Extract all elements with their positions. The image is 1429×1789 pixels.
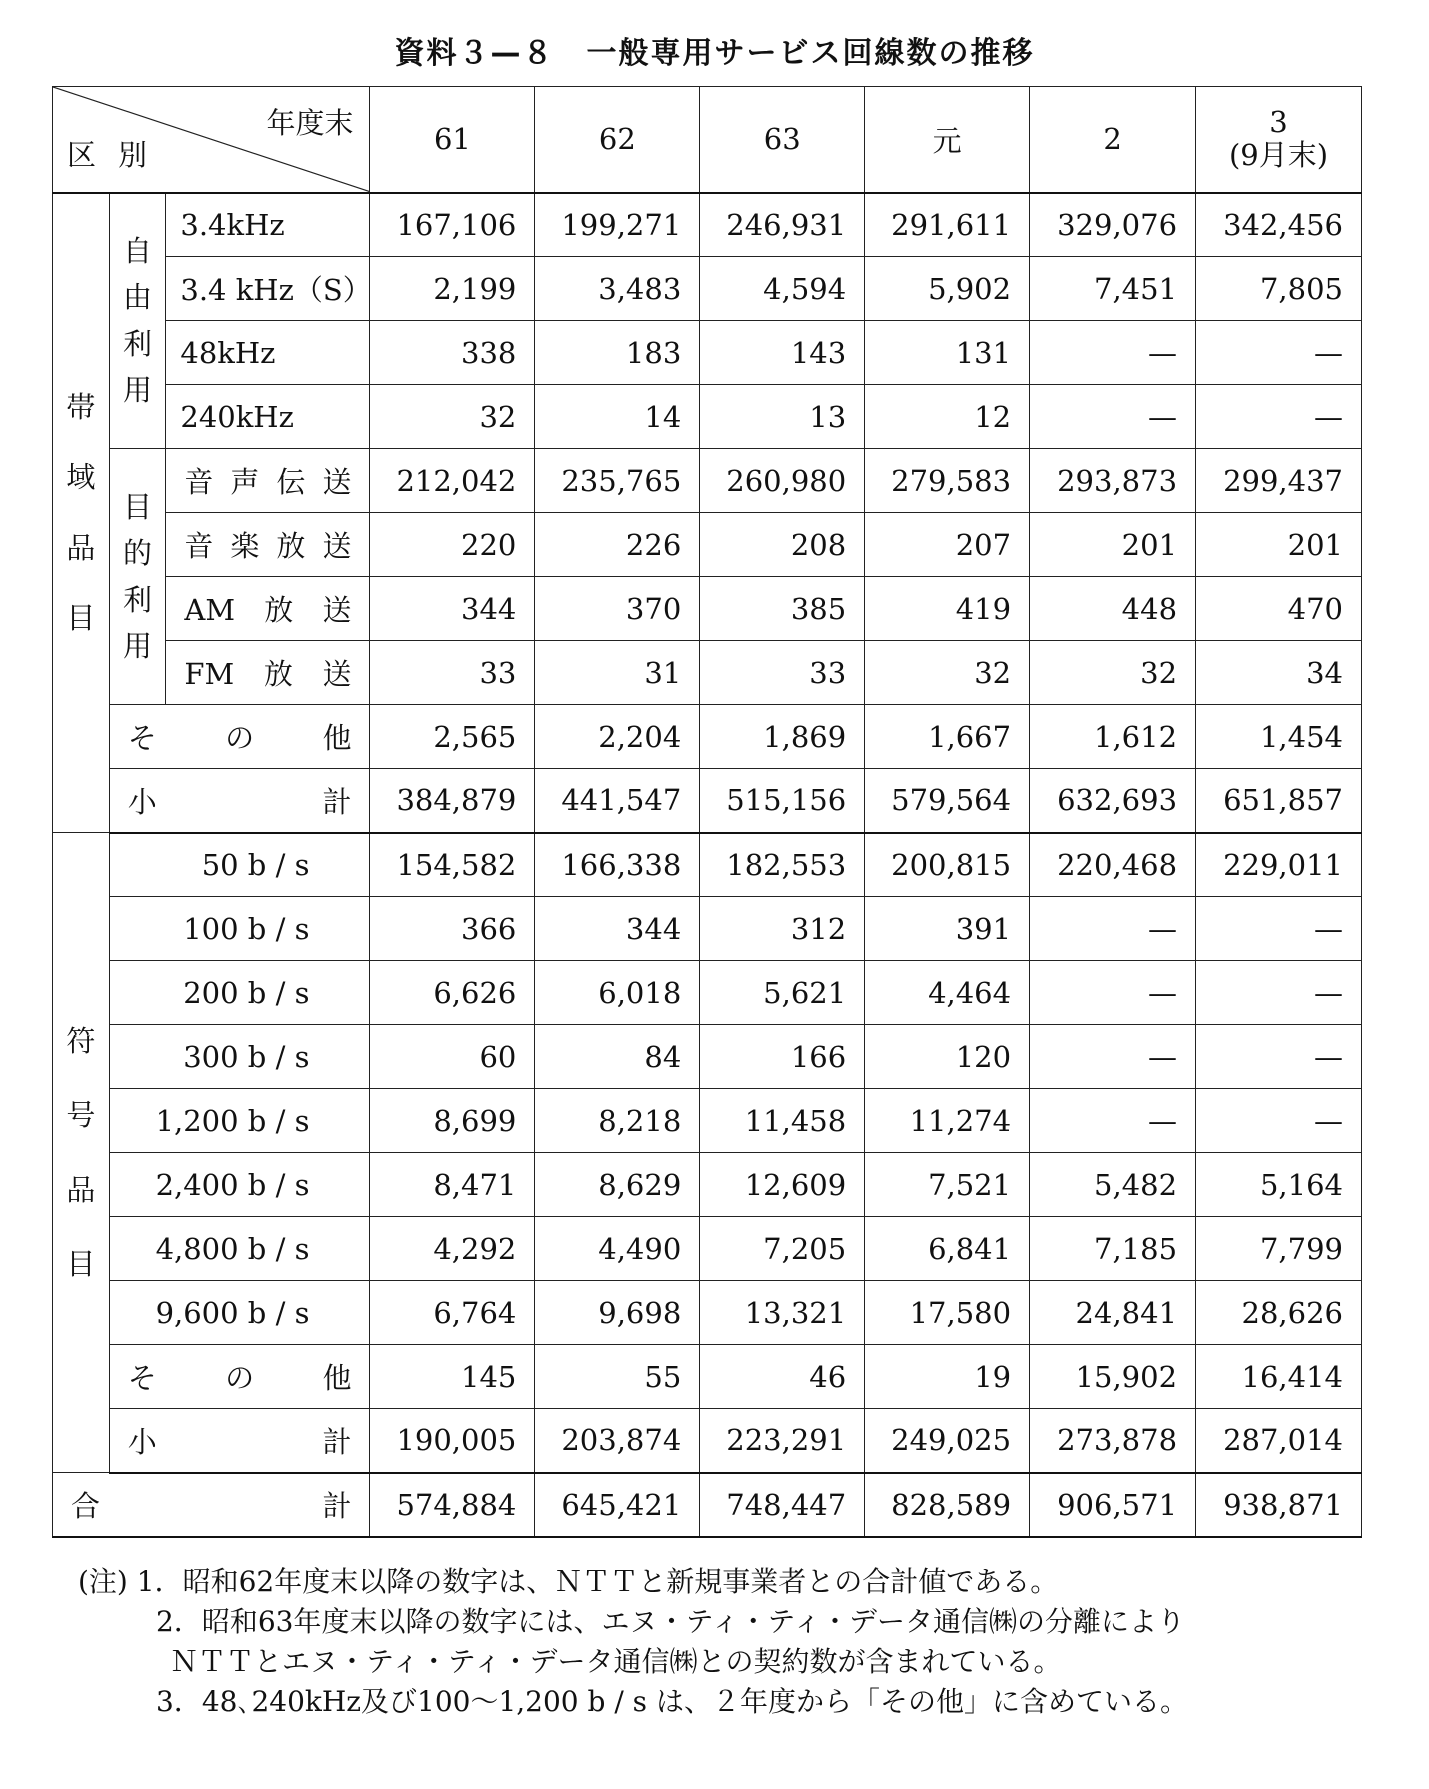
row-label: FM放送 xyxy=(166,641,370,705)
cell: 4,464 xyxy=(865,961,1030,1025)
year-header-last-bottom: (9月末) xyxy=(1228,138,1329,173)
cell: 199,271 xyxy=(535,193,700,257)
cell: 24,841 xyxy=(1030,1281,1196,1345)
cell: 748,447 xyxy=(700,1473,865,1537)
cell: — xyxy=(1030,1089,1196,1153)
cell: 5,902 xyxy=(865,257,1030,321)
footnotes xyxy=(78,1562,1378,1722)
cell: 212,042 xyxy=(370,449,535,513)
table-row xyxy=(53,1153,1362,1217)
page-title: 資料３—８ 一般専用サービス回線数の推移 xyxy=(394,36,1035,71)
year-header: 2 xyxy=(1030,87,1196,193)
cell: 938,871 xyxy=(1196,1473,1362,1537)
cell: 229,011 xyxy=(1196,833,1362,897)
footnote: ＮＴＴとエヌ・ティ・ティ・データ通信㈱との契約数が含まれている。 xyxy=(170,1645,1062,1678)
cell: 46 xyxy=(700,1345,865,1409)
table-row xyxy=(53,321,1362,385)
cell: 32 xyxy=(1030,641,1196,705)
cell: 13,321 xyxy=(700,1281,865,1345)
cell: 448 xyxy=(1030,577,1196,641)
cell: 154,582 xyxy=(370,833,535,897)
table-row xyxy=(53,193,1362,257)
row-label: 音声伝送 xyxy=(166,449,370,513)
row-label: 3.4 kHz（S） xyxy=(166,257,370,321)
cell: 579,564 xyxy=(865,769,1030,833)
cell: 6,626 xyxy=(370,961,535,1025)
footnote: 3．48､240kHz及び100～1,200 b / s は、２年度から「その他」に含めている。 xyxy=(156,1685,1188,1718)
cell: 1,612 xyxy=(1030,705,1196,769)
cell: 201 xyxy=(1030,513,1196,577)
cell: 16,414 xyxy=(1196,1345,1362,1409)
row-label: 音楽放送 xyxy=(166,513,370,577)
table-row xyxy=(53,769,1362,833)
cell: 11,274 xyxy=(865,1089,1030,1153)
cell: 1,454 xyxy=(1196,705,1362,769)
table-row xyxy=(53,385,1362,449)
cell: 190,005 xyxy=(370,1409,535,1473)
table-row xyxy=(53,1409,1362,1473)
cell: 6,764 xyxy=(370,1281,535,1345)
cell: 12 xyxy=(865,385,1030,449)
cell: 201 xyxy=(1196,513,1362,577)
cell: 145 xyxy=(370,1345,535,1409)
cell: — xyxy=(1030,385,1196,449)
cell: 273,878 xyxy=(1030,1409,1196,1473)
circuit-table xyxy=(52,86,1362,1538)
cell: 1,667 xyxy=(865,705,1030,769)
cell: 84 xyxy=(535,1025,700,1089)
row-label: 1,200 b / s xyxy=(109,1089,370,1153)
footnote: 2．昭和63年度末以降の数字には、エヌ・ティ・ティ・データ通信㈱の分離により xyxy=(156,1605,1185,1638)
cell: 293,873 xyxy=(1030,449,1196,513)
cell: 6,018 xyxy=(535,961,700,1025)
table-row xyxy=(53,705,1362,769)
year-header: 元 xyxy=(865,87,1030,193)
cell: 8,629 xyxy=(535,1153,700,1217)
cell: 14 xyxy=(535,385,700,449)
cell: 166 xyxy=(700,1025,865,1089)
cell: 441,547 xyxy=(535,769,700,833)
row-label: 小計 xyxy=(109,1409,370,1473)
year-header: 62 xyxy=(535,87,700,193)
cell: 4,490 xyxy=(535,1217,700,1281)
cell: 5,482 xyxy=(1030,1153,1196,1217)
band-group-label: 帯 域 品 目 xyxy=(53,193,110,833)
table-row xyxy=(53,1345,1362,1409)
cell: 246,931 xyxy=(700,193,865,257)
cell: 166,338 xyxy=(535,833,700,897)
table-row xyxy=(53,257,1362,321)
table-row xyxy=(53,1217,1362,1281)
cell: 6,841 xyxy=(865,1217,1030,1281)
table-row xyxy=(53,897,1362,961)
cell: 329,076 xyxy=(1030,193,1196,257)
footnote: (注) 1．昭和62年度末以降の数字は、ＮＴＴと新規事業者との合計値である。 xyxy=(78,1565,1059,1598)
cell: — xyxy=(1030,897,1196,961)
year-header-last-top: 3 xyxy=(1269,104,1288,139)
cell: 183 xyxy=(535,321,700,385)
cell: 419 xyxy=(865,577,1030,641)
cell: 143 xyxy=(700,321,865,385)
table-row xyxy=(53,641,1362,705)
cell: 235,765 xyxy=(535,449,700,513)
cell: 12,609 xyxy=(700,1153,865,1217)
cell: 8,218 xyxy=(535,1089,700,1153)
row-label: 3.4kHz xyxy=(166,193,370,257)
cell: 8,699 xyxy=(370,1089,535,1153)
cell: 5,164 xyxy=(1196,1153,1362,1217)
cell: 203,874 xyxy=(535,1409,700,1473)
cell: 28,626 xyxy=(1196,1281,1362,1345)
table-row xyxy=(53,449,1362,513)
cell: 338 xyxy=(370,321,535,385)
table-row xyxy=(53,1025,1362,1089)
cell: 384,879 xyxy=(370,769,535,833)
corner-category-label: 区別 xyxy=(67,137,170,172)
cell: 7,451 xyxy=(1030,257,1196,321)
row-label: 小計 xyxy=(109,769,370,833)
cell: 167,106 xyxy=(370,193,535,257)
cell: — xyxy=(1196,1025,1362,1089)
cell: 366 xyxy=(370,897,535,961)
cell: 291,611 xyxy=(865,193,1030,257)
cell: — xyxy=(1196,961,1362,1025)
row-label: 9,600 b / s xyxy=(109,1281,370,1345)
row-label: 4,800 b / s xyxy=(109,1217,370,1281)
table-row xyxy=(53,1089,1362,1153)
table-row xyxy=(53,577,1362,641)
cell: 645,421 xyxy=(535,1473,700,1537)
cell: — xyxy=(1030,961,1196,1025)
cell: — xyxy=(1196,1089,1362,1153)
table-row xyxy=(53,513,1362,577)
cell: 574,884 xyxy=(370,1473,535,1537)
cell: — xyxy=(1196,321,1362,385)
row-label: 100 b / s xyxy=(109,897,370,961)
cell: 4,594 xyxy=(700,257,865,321)
cell: 220 xyxy=(370,513,535,577)
cell: 651,857 xyxy=(1196,769,1362,833)
cell: 312 xyxy=(700,897,865,961)
cell: 370 xyxy=(535,577,700,641)
row-label: 48kHz xyxy=(166,321,370,385)
cell: 34 xyxy=(1196,641,1362,705)
cell: 7,805 xyxy=(1196,257,1362,321)
cell: — xyxy=(1030,321,1196,385)
cell: 9,698 xyxy=(535,1281,700,1345)
cell: 131 xyxy=(865,321,1030,385)
cell: 342,456 xyxy=(1196,193,1362,257)
cell: 249,025 xyxy=(865,1409,1030,1473)
row-label: 300 b / s xyxy=(109,1025,370,1089)
cell: 260,980 xyxy=(700,449,865,513)
cell: 2,199 xyxy=(370,257,535,321)
cell: 60 xyxy=(370,1025,535,1089)
cell: 15,902 xyxy=(1030,1345,1196,1409)
cell: 33 xyxy=(700,641,865,705)
header-row xyxy=(53,87,1362,193)
cell: — xyxy=(1196,385,1362,449)
row-label: 200 b / s xyxy=(109,961,370,1025)
cell: 7,799 xyxy=(1196,1217,1362,1281)
row-label: AM放送 xyxy=(166,577,370,641)
cell: — xyxy=(1030,1025,1196,1089)
cell: 344 xyxy=(370,577,535,641)
table-row xyxy=(53,1281,1362,1345)
code-group-label: 符 号 品 目 xyxy=(53,833,110,1473)
table-row xyxy=(53,833,1362,897)
cell: 344 xyxy=(535,897,700,961)
cell: 5,621 xyxy=(700,961,865,1025)
cell: 33 xyxy=(370,641,535,705)
cell: 31 xyxy=(535,641,700,705)
year-header: 63 xyxy=(700,87,865,193)
row-label: 2,400 b / s xyxy=(109,1153,370,1217)
cell: 828,589 xyxy=(865,1473,1030,1537)
cell: 385 xyxy=(700,577,865,641)
year-header-last xyxy=(1196,87,1362,193)
cell: 3,483 xyxy=(535,257,700,321)
cell: 19 xyxy=(865,1345,1030,1409)
table-row xyxy=(53,961,1362,1025)
row-label: 50 b / s xyxy=(109,833,370,897)
free-use-label: 自 由 利 用 xyxy=(109,193,166,449)
cell: 287,014 xyxy=(1196,1409,1362,1473)
cell: 1,869 xyxy=(700,705,865,769)
corner-header xyxy=(53,87,370,193)
cell: 906,571 xyxy=(1030,1473,1196,1537)
row-label: その他 xyxy=(109,705,370,769)
cell: 7,521 xyxy=(865,1153,1030,1217)
cell: 632,693 xyxy=(1030,769,1196,833)
cell: 226 xyxy=(535,513,700,577)
corner-year-label: 年度末 xyxy=(266,106,354,140)
cell: 220,468 xyxy=(1030,833,1196,897)
total-row xyxy=(53,1473,1362,1537)
cell: 120 xyxy=(865,1025,1030,1089)
purpose-use-label: 目 的 利 用 xyxy=(109,449,166,705)
cell: 32 xyxy=(370,385,535,449)
cell: 279,583 xyxy=(865,449,1030,513)
cell: 223,291 xyxy=(700,1409,865,1473)
cell: 2,565 xyxy=(370,705,535,769)
cell: 55 xyxy=(535,1345,700,1409)
cell: 2,204 xyxy=(535,705,700,769)
cell: 32 xyxy=(865,641,1030,705)
row-label: 240kHz xyxy=(166,385,370,449)
row-label: その他 xyxy=(109,1345,370,1409)
cell: 299,437 xyxy=(1196,449,1362,513)
cell: 470 xyxy=(1196,577,1362,641)
cell: 207 xyxy=(865,513,1030,577)
cell: 7,205 xyxy=(700,1217,865,1281)
cell: 208 xyxy=(700,513,865,577)
cell: 17,580 xyxy=(865,1281,1030,1345)
cell: 13 xyxy=(700,385,865,449)
cell: 11,458 xyxy=(700,1089,865,1153)
row-label: 合計 xyxy=(53,1473,370,1537)
cell: 7,185 xyxy=(1030,1217,1196,1281)
year-header: 61 xyxy=(370,87,535,193)
cell: 200,815 xyxy=(865,833,1030,897)
cell: 515,156 xyxy=(700,769,865,833)
cell: 391 xyxy=(865,897,1030,961)
cell: 182,553 xyxy=(700,833,865,897)
cell: 4,292 xyxy=(370,1217,535,1281)
cell: — xyxy=(1196,897,1362,961)
cell: 8,471 xyxy=(370,1153,535,1217)
